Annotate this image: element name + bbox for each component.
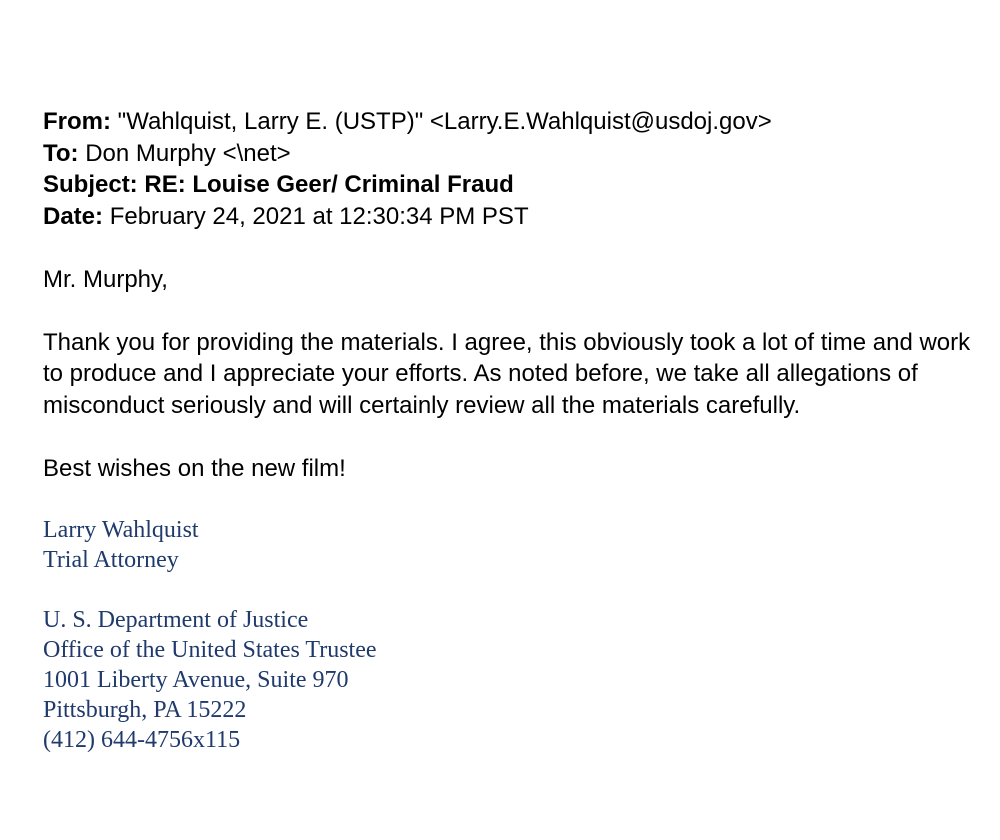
signature-office: Office of the United States Trustee xyxy=(43,637,377,663)
email-paragraph: Thank you for providing the materials. I agree, this obviously took a lot of time and work to produce and I appreciate your efforts. As noted before, we take all allegations of misconduct seriously and will certainly review all the materials carefully. xyxy=(43,328,971,419)
date-header xyxy=(43,201,973,233)
email-headers xyxy=(43,106,973,232)
signature-phone: (412) 644-4756x115 xyxy=(43,727,241,753)
email-signature xyxy=(43,515,973,755)
signature-title: Trial Attorney xyxy=(43,547,179,573)
date-value: February 24, 2021 at 12:30:34 PM PST xyxy=(109,202,529,230)
email-greeting: Mr. Murphy, xyxy=(43,265,168,293)
from-label: From: xyxy=(43,108,111,135)
email-closing: Best wishes on the new film! xyxy=(43,454,346,482)
date-label: Date: xyxy=(43,202,104,230)
signature-city: Pittsburgh, PA 15222 xyxy=(43,697,247,723)
subject-header xyxy=(43,169,973,201)
email-message xyxy=(43,106,973,755)
signature-name: Larry Wahlquist xyxy=(43,517,199,543)
signature-department: U. S. Department of Justice xyxy=(43,607,309,633)
to-value: Don Murphy <\net> xyxy=(85,139,291,167)
subject-label: Subject: xyxy=(43,171,138,198)
from-header xyxy=(43,106,973,138)
signature-street: 1001 Liberty Avenue, Suite 970 xyxy=(43,667,349,693)
to-label: To: xyxy=(43,139,79,167)
signature-spacer xyxy=(43,575,973,605)
from-value: "Wahlquist, Larry E. (USTP)" <Larry.E.Wahlquist@usdoj.gov> xyxy=(117,108,772,135)
to-header xyxy=(43,138,973,170)
subject-value: RE: Louise Geer/ Criminal Fraud xyxy=(144,171,514,198)
